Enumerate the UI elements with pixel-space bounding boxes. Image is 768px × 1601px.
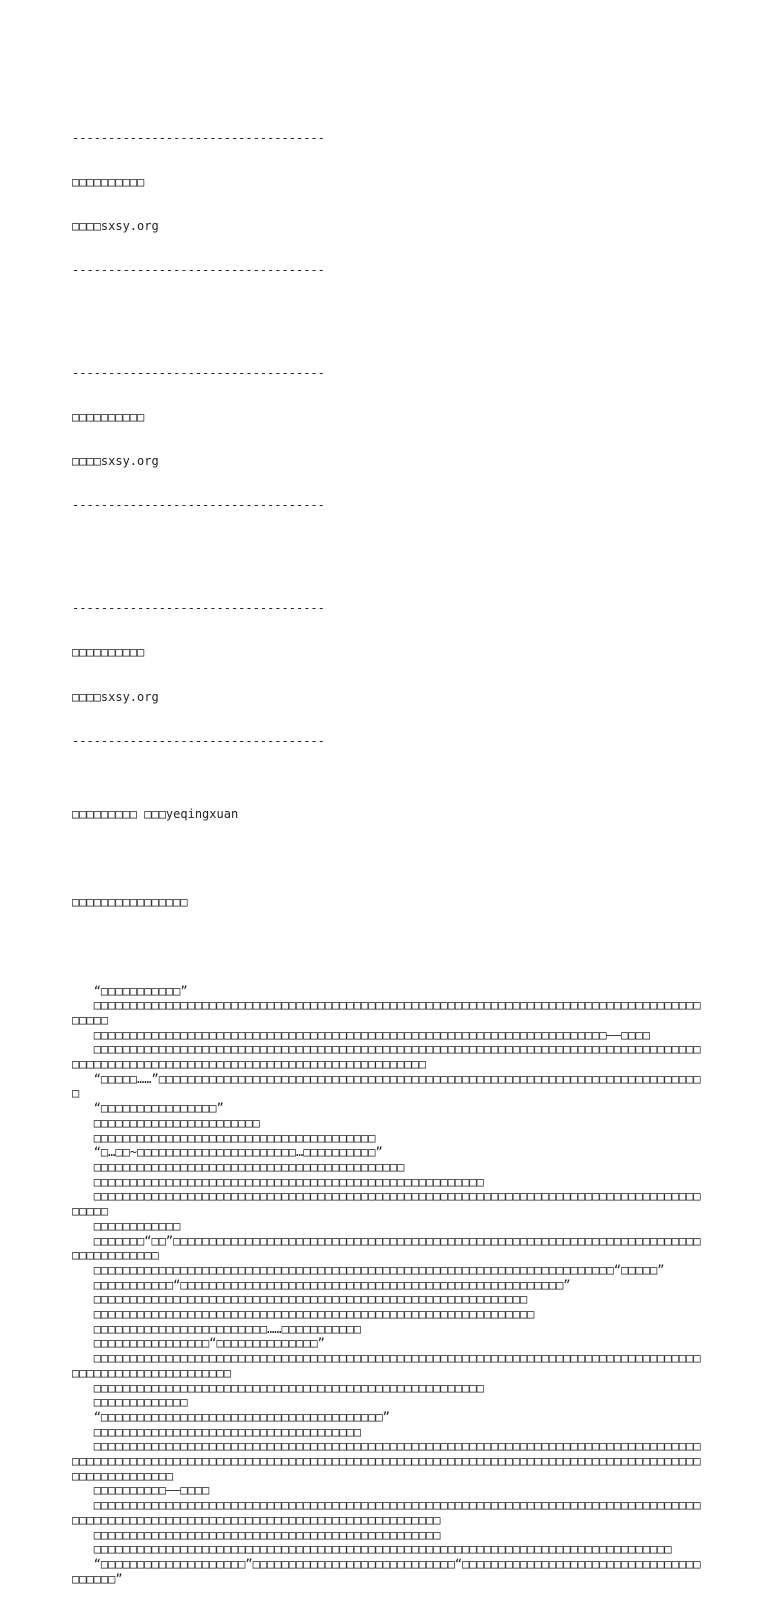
paragraph: “□□□□□……”□□□□□□□□□□□□□□□□□□□□□□□□□□□□□□□□□□□□□□□□□□□□□□□□□□□□□□□□□□□□□□□□□□□□□□□□□□□□	[72, 1071, 701, 1101]
paragraph: □□□□□□□□□□□□□□□□“□□□□□□□□□□□□□□”	[72, 1336, 325, 1351]
spacer	[72, 851, 702, 866]
paragraph: □□□□□□□□□□□□□□□□□□□□□□□□□□□□□□□□□□□□□□□□□□□□□□□□□□□□□□□□□□□□□□□□□□□□□□□——□□□□	[72, 1027, 650, 1042]
paragraph: □□□□□□□□□□□□□□□□□□□□□□□□□□□□□□□□□□□□□□□□□□□□□□□□□□□□□□	[72, 1380, 484, 1395]
paragraph: □□□□□□□□□□——□□□□	[72, 1483, 210, 1498]
rule-line: -----------------------------------	[72, 498, 325, 513]
rule-line: -----------------------------------	[72, 263, 325, 278]
document-title: □□□□□□□□□□	[72, 645, 145, 660]
paragraph: □□□□□□□□□□□□□□□□□□□□□□□□……□□□□□□□□□□□	[72, 1321, 361, 1336]
paragraph: □□□□□□□□□□□□□□□□□□□□□□□□□□□□□□□□□□□□□□□□□□□□□□□□□□□□□□□□□□□□□□□□□□□□□□□□□□□□□□□□	[72, 1542, 672, 1557]
header-block	[72, 337, 702, 543]
document-text	[72, 72, 702, 1601]
paragraph: □□□□□□□□□□□□□□□□□□□□□□□□□□□□□□□□□□□□□□□□□□□□□□□□	[72, 1527, 441, 1542]
paragraph: □□□□□□□□□□□□□□□□□□□□□□□□□□□□□□□□□□□□□□□□□□□□□□□□□□□□□□□□□□□□□□□□□□□□□□□□□□□□□□□□□□□□□□□□□□□□□□□□□□□□□□□□□□	[72, 1351, 701, 1380]
paragraph: □□□□□□□□□□□□□□□□□□□□□□□□□□□□□□□□□□□□□□□□□□□□□□□□□□□□□□□□□□□□□□□□□□□□□□□□□□□□□□□□□□□□□□□□□	[72, 1189, 701, 1219]
site-line: □□□□sxsy.org	[72, 454, 159, 469]
paragraph: □□□□□□□□□□□□□□□□□□□□□□□□□□□□□□□□□□□□□□□□□□□□□□□□□□□□□□□□□□□□□□□□□□□□□□□□“□□□□□”	[72, 1262, 665, 1277]
paragraph: □□□□□□□□□□□□	[72, 1218, 181, 1233]
paragraph: □□□□□□□“□□”□□□□□□□□□□□□□□□□□□□□□□□□□□□□□□□□□□□□□□□□□□□□□□□□□□□□□□□□□□□□□□□□□□□□□□□□□□□□□□□□□□□□□	[72, 1233, 701, 1263]
paragraph: “□□□□□□□□□□□”	[72, 983, 188, 998]
header-block	[72, 572, 702, 778]
site-line: □□□□sxsy.org	[72, 219, 159, 234]
body-paragraphs	[72, 984, 702, 1587]
rule-line: -----------------------------------	[72, 601, 325, 616]
spacer	[72, 939, 702, 954]
paragraph: □□□□□□□□□□□□□□□□□□□□□□□□□□□□□□□□□□□□□□□□□□□□□□□□□□□□□□□□□□□□	[72, 1292, 528, 1307]
paragraph: □□□□□□□□□□□□□□□□□□□□□□□□□□□□□□□□□□□□□□□	[72, 1130, 376, 1145]
paragraph: □□□□□□□□□□□□□□□□□□□□□□□□□□□□□□□□□□□□□	[72, 1424, 361, 1439]
rule-line: -----------------------------------	[72, 130, 325, 145]
header-block	[72, 101, 702, 307]
paragraph: □□□□□□□□□□□□□□□□□□□□□□□□□□□□□□□□□□□□□□□□□□□□□□□□□□□□□□□□□□□□□□□□□□□□□□□□□□□□□□□□□□□□□□□□□□□□□□□□□□□□□□□□□□□□□□□□□□□□□□□□□□□□□□□□□□□□□	[72, 1042, 701, 1072]
rule-line: -----------------------------------	[72, 733, 325, 748]
paragraph: “□□□□□□□□□□□□□□□□□□□□”□□□□□□□□□□□□□□□□□□□□□□□□□□□□“□□□□□□□□□□□□□□□□□□□□□□□□□□□□□□□□□□□□□□□”	[72, 1556, 701, 1586]
chapter-title: □□□□□□□□□□□□□□□□	[72, 895, 188, 910]
paragraph: □□□□□□□□□□□□□□□□□□□□□□□□□□□□□□□□□□□□□□□□□□□□□□□□□□□□□□□□□□□□□□□□□□□□□□□□□□□□□□□□□□□□□□□□□	[72, 998, 701, 1027]
paragraph: □□□□□□□□□□□□□□□□□□□□□□□□□□□□□□□□□□□□□□□□□□□□□□□□□□□□□□	[72, 1174, 484, 1189]
author-line: □□□□□□□□□ □□□yeqingxuan	[72, 807, 239, 822]
paragraph: □□□□□□□□□□□□□□□□□□□□□□□□□□□□□□□□□□□□□□□□□□□□□□□□□□□□□□□□□□□□□□□□□□□□□□□□□□□□□□□□□□□□□□□□□□□□□□□□□□□□□□□□□□□□□□□□□□□□□□□□□□□□□□□□□□□□□□□	[72, 1498, 701, 1527]
paragraph: □□□□□□□□□□□□□□□□□□□□□□□□□□□□□□□□□□□□□□□□□□□□□□□□□□□□□□□□□□□□□□□□□□□□□□□□□□□□□□□□□□□□□□□□□□□□□□□□□□□□□□□□□□□□□□□□□□□□□□□□□□□□□□□□□□□□□□□□□□□□□□□□□□□□□□□□□□□□□□□□□□□□□□□□□□□□□□□□□□□□□□□□□	[72, 1439, 701, 1483]
paragraph: “□□□□□□□□□□□□□□□□□□□□□□□□□□□□□□□□□□□□□□□”	[72, 1409, 390, 1424]
paragraph: □□□□□□□□□□□□□□□□□□□□□□□□□□□□□□□□□□□□□□□□□□□□□□□□□□□□□□□□□□□□□	[72, 1307, 535, 1322]
document-title: □□□□□□□□□□	[72, 410, 145, 425]
rule-line: -----------------------------------	[72, 366, 325, 381]
paragraph: “□□□□□□□□□□□□□□□□”	[72, 1101, 224, 1116]
paragraph: □□□□□□□□□□□□□□□□□□□□□□□□□□□□□□□□□□□□□□□□□□□	[72, 1160, 405, 1174]
document-title: □□□□□□□□□□	[72, 174, 145, 189]
paragraph: “□…□□~□□□□□□□□□□□□□□□□□□□□□□…□□□□□□□□□□”	[72, 1145, 383, 1160]
paragraph: □□□□□□□□□□□“□□□□□□□□□□□□□□□□□□□□□□□□□□□□□□□□□□□□□□□□□□□□□□□□□□□□□”	[72, 1277, 571, 1292]
site-line: □□□□sxsy.org	[72, 689, 159, 704]
paragraph: □□□□□□□□□□□□□□□□□□□□□□□	[72, 1115, 260, 1130]
paragraph: □□□□□□□□□□□□□	[72, 1395, 188, 1410]
